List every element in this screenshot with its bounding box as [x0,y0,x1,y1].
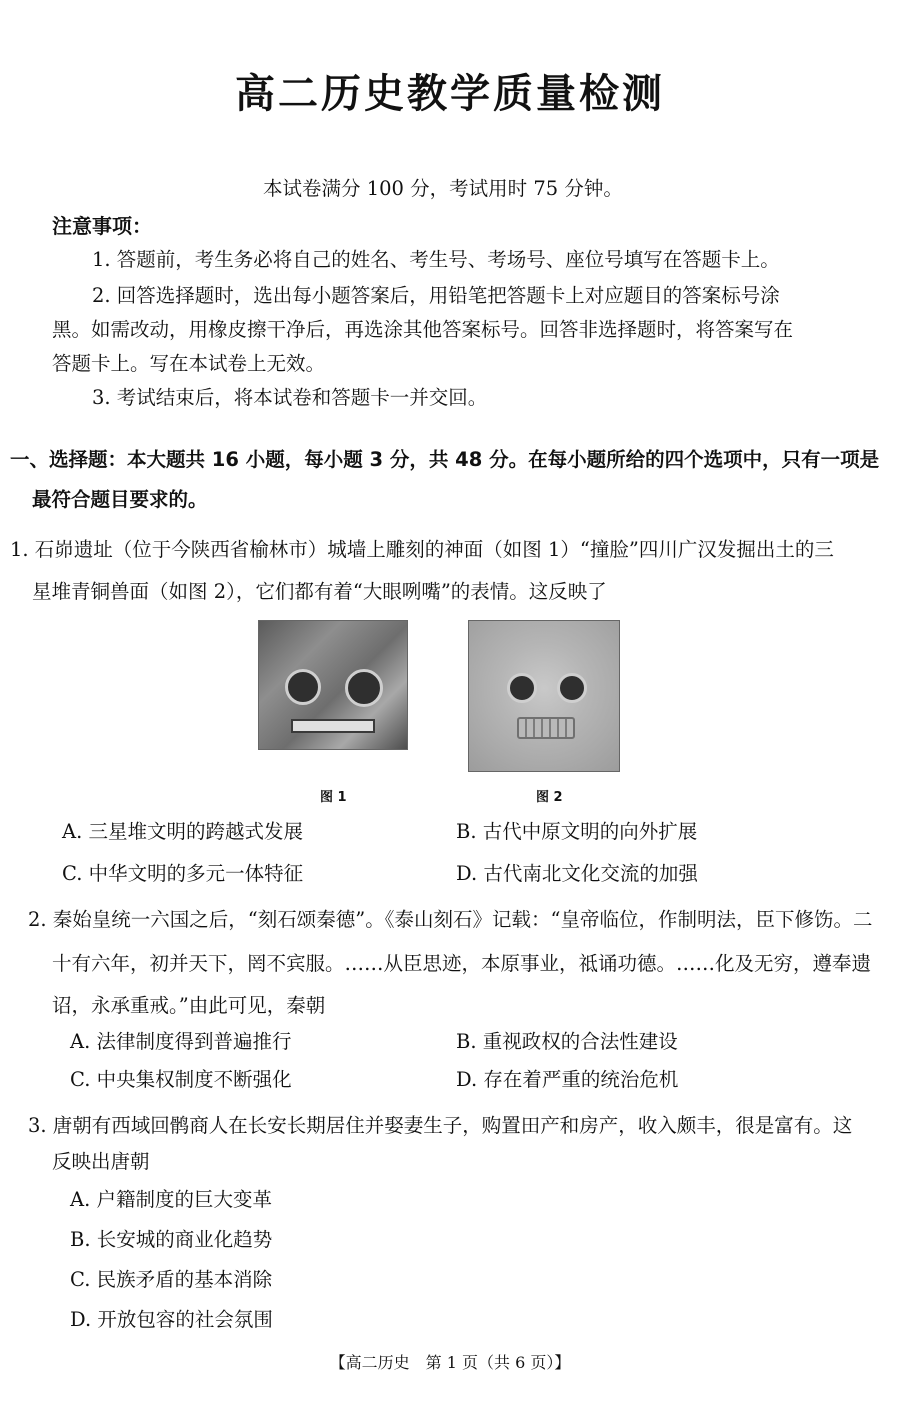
question-3-stem-line-1: 3. 唐朝有西域回鹘商人在长安长期居住并娶妻生子，购置田产和房产，收入颇丰，很是富有。这 [28,1114,853,1137]
question-2-option-c: C. 中央集权制度不断强化 [70,1068,292,1091]
notice-item-2-line-1: 2. 回答选择题时，选出每小题答案后，用铅笔把答题卡上对应题目的答案标号涂 [92,284,780,307]
question-1-stem-line-2: 星堆青铜兽面（如图 2），它们都有着“大眼咧嘴”的表情。这反映了 [32,580,607,603]
figure-2-eye [557,673,587,703]
question-3-option-b: B. 长安城的商业化趋势 [70,1228,273,1251]
section-1-heading-line-1: 一、选择题：本大题共 16 小题，每小题 3 分，共 48 分。在每小题所给的四个选项中，只有一项是 [10,448,880,471]
figure-2-eye [507,673,537,703]
question-3-option-d: D. 开放包容的社会氛围 [70,1308,273,1331]
figure-1-caption: 图 1 [320,790,347,805]
section-1-heading-line-2: 最符合题目要求的。 [32,488,208,511]
question-3-option-a: A. 户籍制度的巨大变革 [70,1188,272,1211]
question-2-option-b: B. 重视政权的合法性建设 [456,1030,678,1053]
figure-1-eye [345,669,383,707]
question-3-stem-line-2: 反映出唐朝 [52,1150,150,1173]
page-footer: 【高二历史 第 1 页（共 6 页）】 [329,1353,571,1372]
question-3-option-c: C. 民族矛盾的基本消除 [70,1268,273,1291]
figure-2-mouth [517,717,575,739]
question-2-stem-line-3: 诏，永承重戒。”由此可见，秦朝 [52,994,326,1017]
figure-2-bronze-mask-image [468,620,620,772]
page-title: 高二历史教学质量检测 [235,71,665,117]
figure-2-caption: 图 2 [536,790,563,805]
figure-1-eye [285,669,321,705]
notice-item-2-line-2: 黑。如需改动，用橡皮擦干净后，再选涂其他答案标号。回答非选择题时，将答案写在 [52,318,794,341]
question-2-stem-line-2: 十有六年，初并天下，罔不宾服。……从臣思迹，本原事业，祗诵功德。……化及无穷，遵奉遗 [52,952,872,975]
notice-heading: 注意事项： [52,214,152,238]
question-1-option-c: C. 中华文明的多元一体特征 [62,862,304,885]
question-1-option-d: D. 古代南北文化交流的加强 [456,862,698,885]
exam-intro: 本试卷满分 100 分，考试用时 75 分钟。 [263,177,623,200]
question-1-option-a: A. 三星堆文明的跨越式发展 [62,820,303,843]
question-1-stem-line-1: 1. 石峁遗址（位于今陕西省榆林市）城墙上雕刻的神面（如图 1）“撞脸”四川广汉发掘出土的三 [10,538,834,561]
question-1-option-b: B. 古代中原文明的向外扩展 [456,820,698,843]
figure-1-mouth [291,719,375,733]
notice-item-3: 3. 考试结束后，将本试卷和答题卡一并交回。 [92,386,488,409]
question-2-option-d: D. 存在着严重的统治危机 [456,1068,679,1091]
question-2-stem-line-1: 2. 秦始皇统一六国之后，“刻石颂秦德”。《泰山刻石》记载：“皇帝临位，作制明法，臣下修饬。二 [28,908,873,931]
notice-item-1: 1. 答题前，考生务必将自己的姓名、考生号、考场号、座位号填写在答题卡上。 [92,248,780,271]
notice-item-2-line-3: 答题卡上。写在本试卷上无效。 [52,352,326,375]
question-2-option-a: A. 法律制度得到普遍推行 [70,1030,292,1053]
figure-1-stone-face-image [258,620,408,750]
